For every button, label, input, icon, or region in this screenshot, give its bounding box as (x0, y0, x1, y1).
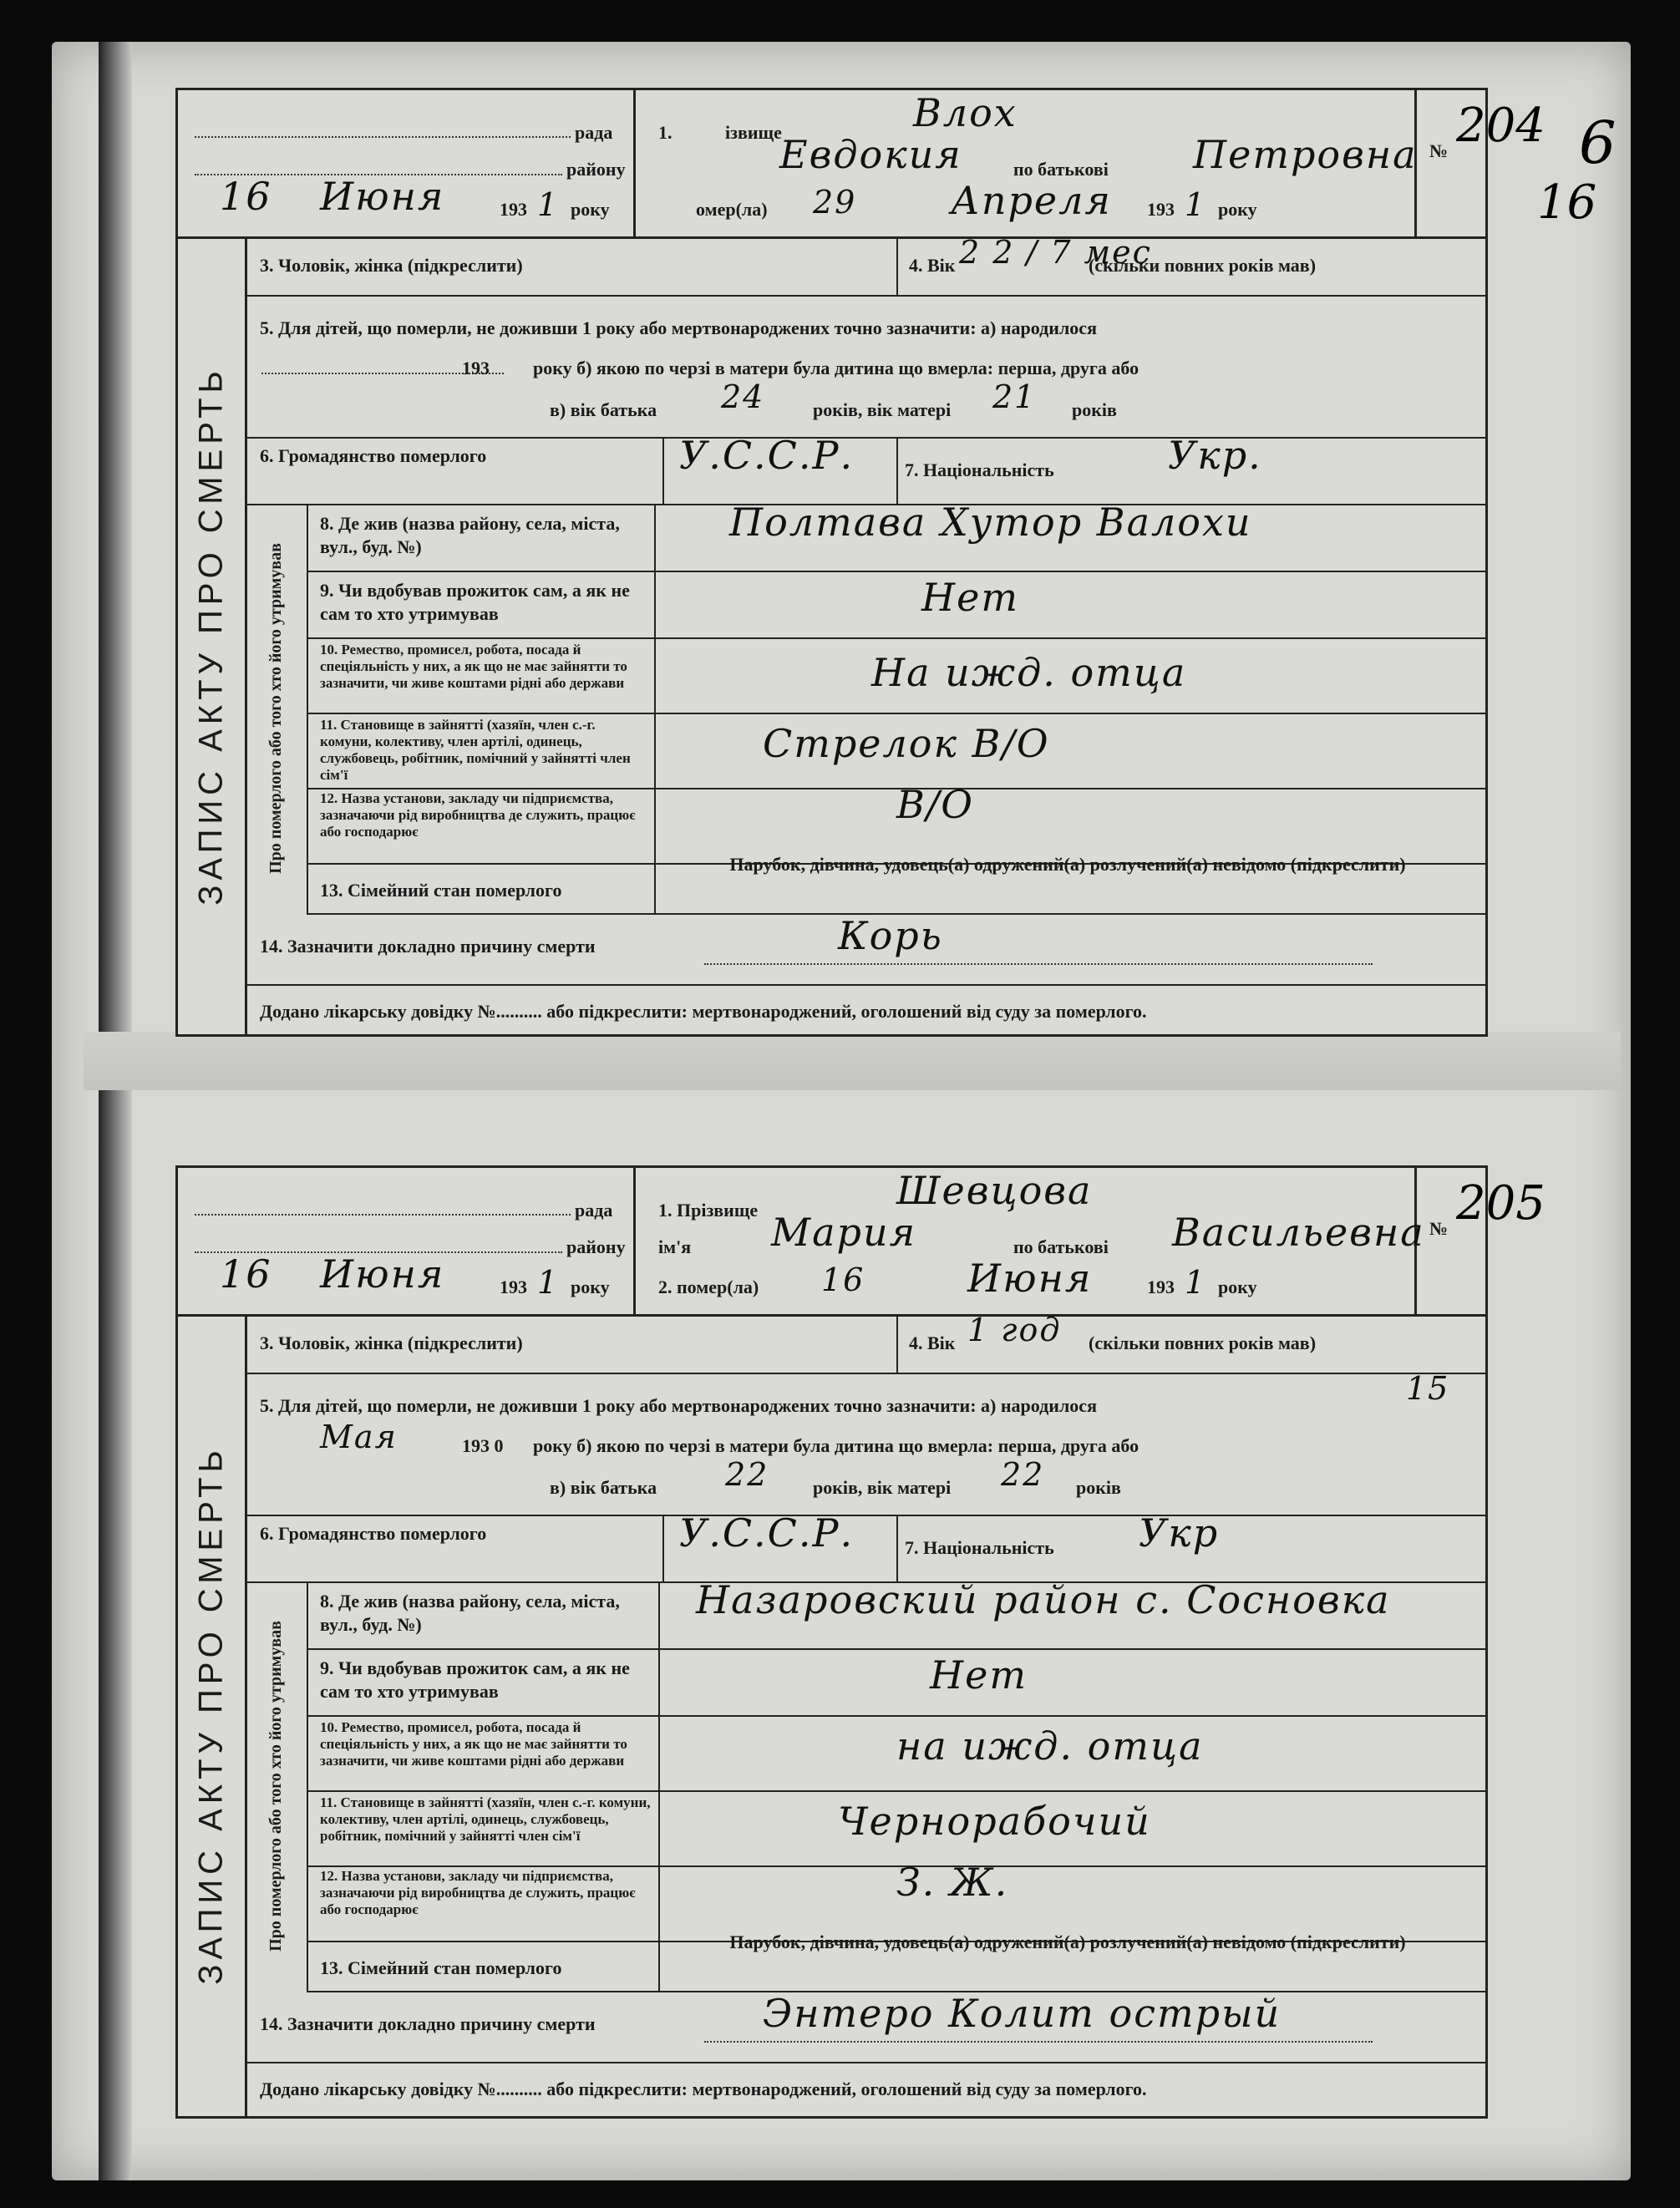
died-label: 2. помер(ла) (658, 1277, 759, 1297)
death-year-suffix: 1 (1185, 186, 1207, 223)
first-name-value: Евдокия (779, 132, 962, 177)
margin-mark-top: 6 (1579, 109, 1617, 177)
field5-order-label: року б) якою по черзі в матери була дитина що вмерла: перша, друга або (533, 1435, 1139, 1456)
footer-note: Додано лікарську довідку №.......... або підкреслити: мертвонароджений, оголошений від суду за померлого. (260, 1001, 1147, 1022)
group-label: Про померлого або того хто його утримував (266, 543, 285, 874)
cause-value: Корь (838, 913, 943, 958)
field5-year-prefix: 193 (462, 358, 490, 378)
group-label-column (245, 1581, 308, 1991)
field10-label: 10. Ремество, промисел, робота, посада й спеціяльність у них, а як що не має зайнятти то зазначити, чи живе коштами рідні або держави (320, 1719, 627, 1769)
binding-spine (99, 42, 132, 2180)
death-day: 29 (813, 184, 857, 221)
death-record-2 (175, 1165, 1545, 2119)
occupation-value: на ижд. отца (896, 1723, 1204, 1769)
number-label: № (1429, 140, 1449, 161)
surname-value: Влох (913, 90, 1018, 135)
rayon-label: району (566, 1236, 626, 1257)
reg-month: Июня (320, 1251, 445, 1297)
citizenship-value: У.С.С.Р. (679, 1510, 855, 1556)
record-number: 204 (1456, 99, 1545, 153)
field6-label: 6. Громадянство померлого (260, 1523, 487, 1544)
birth-year: 193 0 (462, 1435, 504, 1456)
field5-label: 5. Для дітей, що померли, не доживши 1 року або мертвонароджених точно зазначити: а) народилося (260, 1395, 1097, 1416)
field12-label: 12. Назва установи, закладу чи підприємства, зазначаючи рід виробництва де служить, працює або господарює (320, 1868, 636, 1917)
birth-month: Мая (320, 1419, 398, 1455)
marital-options: Парубок, дівчина, удовець(а) одружений(а) розлучений(а) невідомо (підкреслити) (729, 854, 1406, 875)
years-label: років (1072, 399, 1117, 420)
reg-year-prefix: 193 (500, 1277, 527, 1297)
residence-value: Назаровский район с. Сосновка (696, 1577, 1391, 1622)
field4-hint: (скільки повних років мав) (1089, 255, 1317, 276)
institution-value: З. Ж. (896, 1860, 1009, 1905)
death-day: 16 (821, 1261, 865, 1298)
number-label: № (1429, 1218, 1449, 1239)
reg-day: 16 (220, 174, 272, 219)
position-value: Чернорабочий (838, 1799, 1151, 1844)
field4-label: 4. Вік (909, 1332, 956, 1353)
mother-age-value: 22 (1001, 1456, 1045, 1493)
father-age-value: 22 (725, 1456, 769, 1493)
field13-label: 13. Сімейний стан померлого (320, 880, 562, 901)
death-record-1 (175, 88, 1545, 1037)
name-label: ім'я (658, 1236, 692, 1257)
died-label: омер(ла) (696, 199, 768, 220)
death-month: Апреля (951, 178, 1112, 223)
field4-hint: (скільки повних років мав) (1089, 1332, 1317, 1353)
record-header (178, 90, 1545, 239)
death-year-suffix: 1 (1185, 1264, 1207, 1301)
field12-label: 12. Назва установи, закладу чи підприємства, зазначаючи рід виробництва де служить, працює або господарює (320, 790, 636, 840)
margin-mark-bottom: 16 (1537, 175, 1597, 230)
form-title: ЗАПИС АКТУ ПРО СМЕРТЬ (192, 1445, 230, 1985)
residence-value: Полтава Хутор Валохи (729, 500, 1252, 545)
footer-note: Додано лікарську довідку №.......... або підкреслити: мертвонароджений, оголошений від суду за померлого. (260, 2079, 1147, 2099)
roku-label: року (571, 199, 610, 220)
father-age-value: 24 (721, 378, 765, 415)
reg-year-suffix: 1 (537, 1264, 560, 1301)
years-label: років (1076, 1477, 1121, 1498)
field4-label: 4. Вік (909, 255, 956, 276)
record-number: 205 (1456, 1176, 1545, 1231)
field14-label: 14. Зазначити докладно причину смерти (260, 936, 596, 957)
field14-label: 14. Зазначити докладно причину смерти (260, 2013, 596, 2034)
first-name-value: Мария (771, 1210, 917, 1255)
field13-label: 13. Сімейний стан померлого (320, 1957, 562, 1978)
record-header-2 (178, 1168, 1545, 1317)
father-age-label: в) вік батька (550, 399, 657, 420)
reg-month: Июня (320, 174, 445, 219)
form-title: ЗАПИС АКТУ ПРО СМЕРТЬ (192, 365, 230, 906)
self-support-value: Нет (921, 575, 1019, 620)
group-label-column (245, 504, 308, 913)
roku-label: року (571, 1277, 610, 1297)
nationality-value: Укр (1139, 1510, 1220, 1556)
field7-label: 7. Національність (905, 1537, 1054, 1558)
mother-age-value: 21 (992, 378, 1037, 415)
patronymic-value: Петровна (1193, 132, 1418, 177)
field9-label: 9. Чи вдобував прожиток сам, а як не сам то хто утримував (320, 1657, 630, 1702)
field8-label: 8. Де жив (назва району, села, міста, вул., буд. №) (320, 513, 620, 557)
roku-label-2: року (1218, 199, 1257, 220)
birth-day: 15 (1406, 1370, 1450, 1407)
page-fold (84, 1032, 1621, 1090)
death-year-prefix: 193 (1147, 1277, 1175, 1297)
patronymic-label: по батькові (1013, 1236, 1109, 1257)
field11-label: 11. Становище в зайнятті (хазяїн, член с.-г. комуни, колективу, член артілі, одинець, службовець, робітник, помічний у зайнятті член сім'ї (320, 717, 631, 783)
field11-label: 11. Становище в зайнятті (хазяїн, член с.-г. комуни, колективу, член артілі, одинець, службовець, робітник, помічний у зайнятті член сім'ї (320, 1794, 651, 1844)
form-title-column (178, 236, 247, 1034)
field8-label: 8. Де жив (назва району, села, міста, вул., буд. №) (320, 1591, 620, 1635)
group-label: Про померлого або того хто його утримував (266, 1621, 285, 1952)
position-value: Стрелок В/О (763, 721, 1050, 766)
reg-day: 16 (220, 1251, 272, 1297)
field9-label: 9. Чи вдобував прожиток сам, а як не сам то хто утримував (320, 580, 630, 624)
reg-year-suffix: 1 (537, 186, 560, 223)
patronymic-value: Васильевна (1172, 1210, 1425, 1255)
rada-label: рада (575, 122, 613, 143)
mother-age-label: років, вік матері (813, 399, 952, 420)
rayon-label: району (566, 159, 626, 180)
death-year-prefix: 193 (1147, 199, 1175, 220)
death-month: Июня (967, 1256, 1093, 1301)
rada-label: рада (575, 1200, 613, 1221)
father-age-label: в) вік батька (550, 1477, 657, 1498)
field3-label: 3. Чоловік, жінка (підкреслити) (260, 1332, 523, 1353)
field1-number: 1. (658, 122, 673, 143)
surname-value: Шевцова (896, 1168, 1093, 1213)
cause-value: Энтеро Колит острый (763, 1991, 1282, 2036)
form-title-column (178, 1314, 247, 2116)
field6-label: 6. Громадянство померлого (260, 445, 487, 466)
field3-label: 3. Чоловік, жінка (підкреслити) (260, 255, 523, 276)
field7-label: 7. Національність (905, 459, 1054, 480)
citizenship-value: У.С.С.Р. (679, 433, 855, 478)
nationality-value: Укр. (1168, 433, 1262, 478)
age-value: 2 2 / 7 мес (959, 234, 1152, 271)
surname-label: 1. Прізвище (658, 1200, 759, 1221)
roku-label-2: року (1218, 1277, 1257, 1297)
reg-year-prefix: 193 (500, 199, 527, 220)
surname-label: ізвище (725, 122, 782, 143)
marital-options: Парубок, дівчина, удовець(а) одружений(а) розлучений(а) невідомо (підкреслити) (729, 1931, 1406, 1952)
field5-label: 5. Для дітей, що померли, не доживши 1 року або мертвонароджених точно зазначити: а) народилося (260, 317, 1097, 338)
field10-label: 10. Ремество, промисел, робота, посада й спеціяльність у них, а як що не має зайнятти то зазначити, чи живе коштами рідні або держави (320, 642, 627, 691)
institution-value: В/О (896, 782, 975, 827)
patronymic-label: по батькові (1013, 159, 1109, 180)
mother-age-label: років, вік матері (813, 1477, 952, 1498)
field5-order-label: року б) якою по черзі в матери була дитина що вмерла: перша, друга або (533, 358, 1139, 378)
occupation-value: На ижд. отца (871, 650, 1187, 695)
age-value: 1 год (967, 1312, 1062, 1348)
self-support-value: Нет (930, 1652, 1028, 1698)
